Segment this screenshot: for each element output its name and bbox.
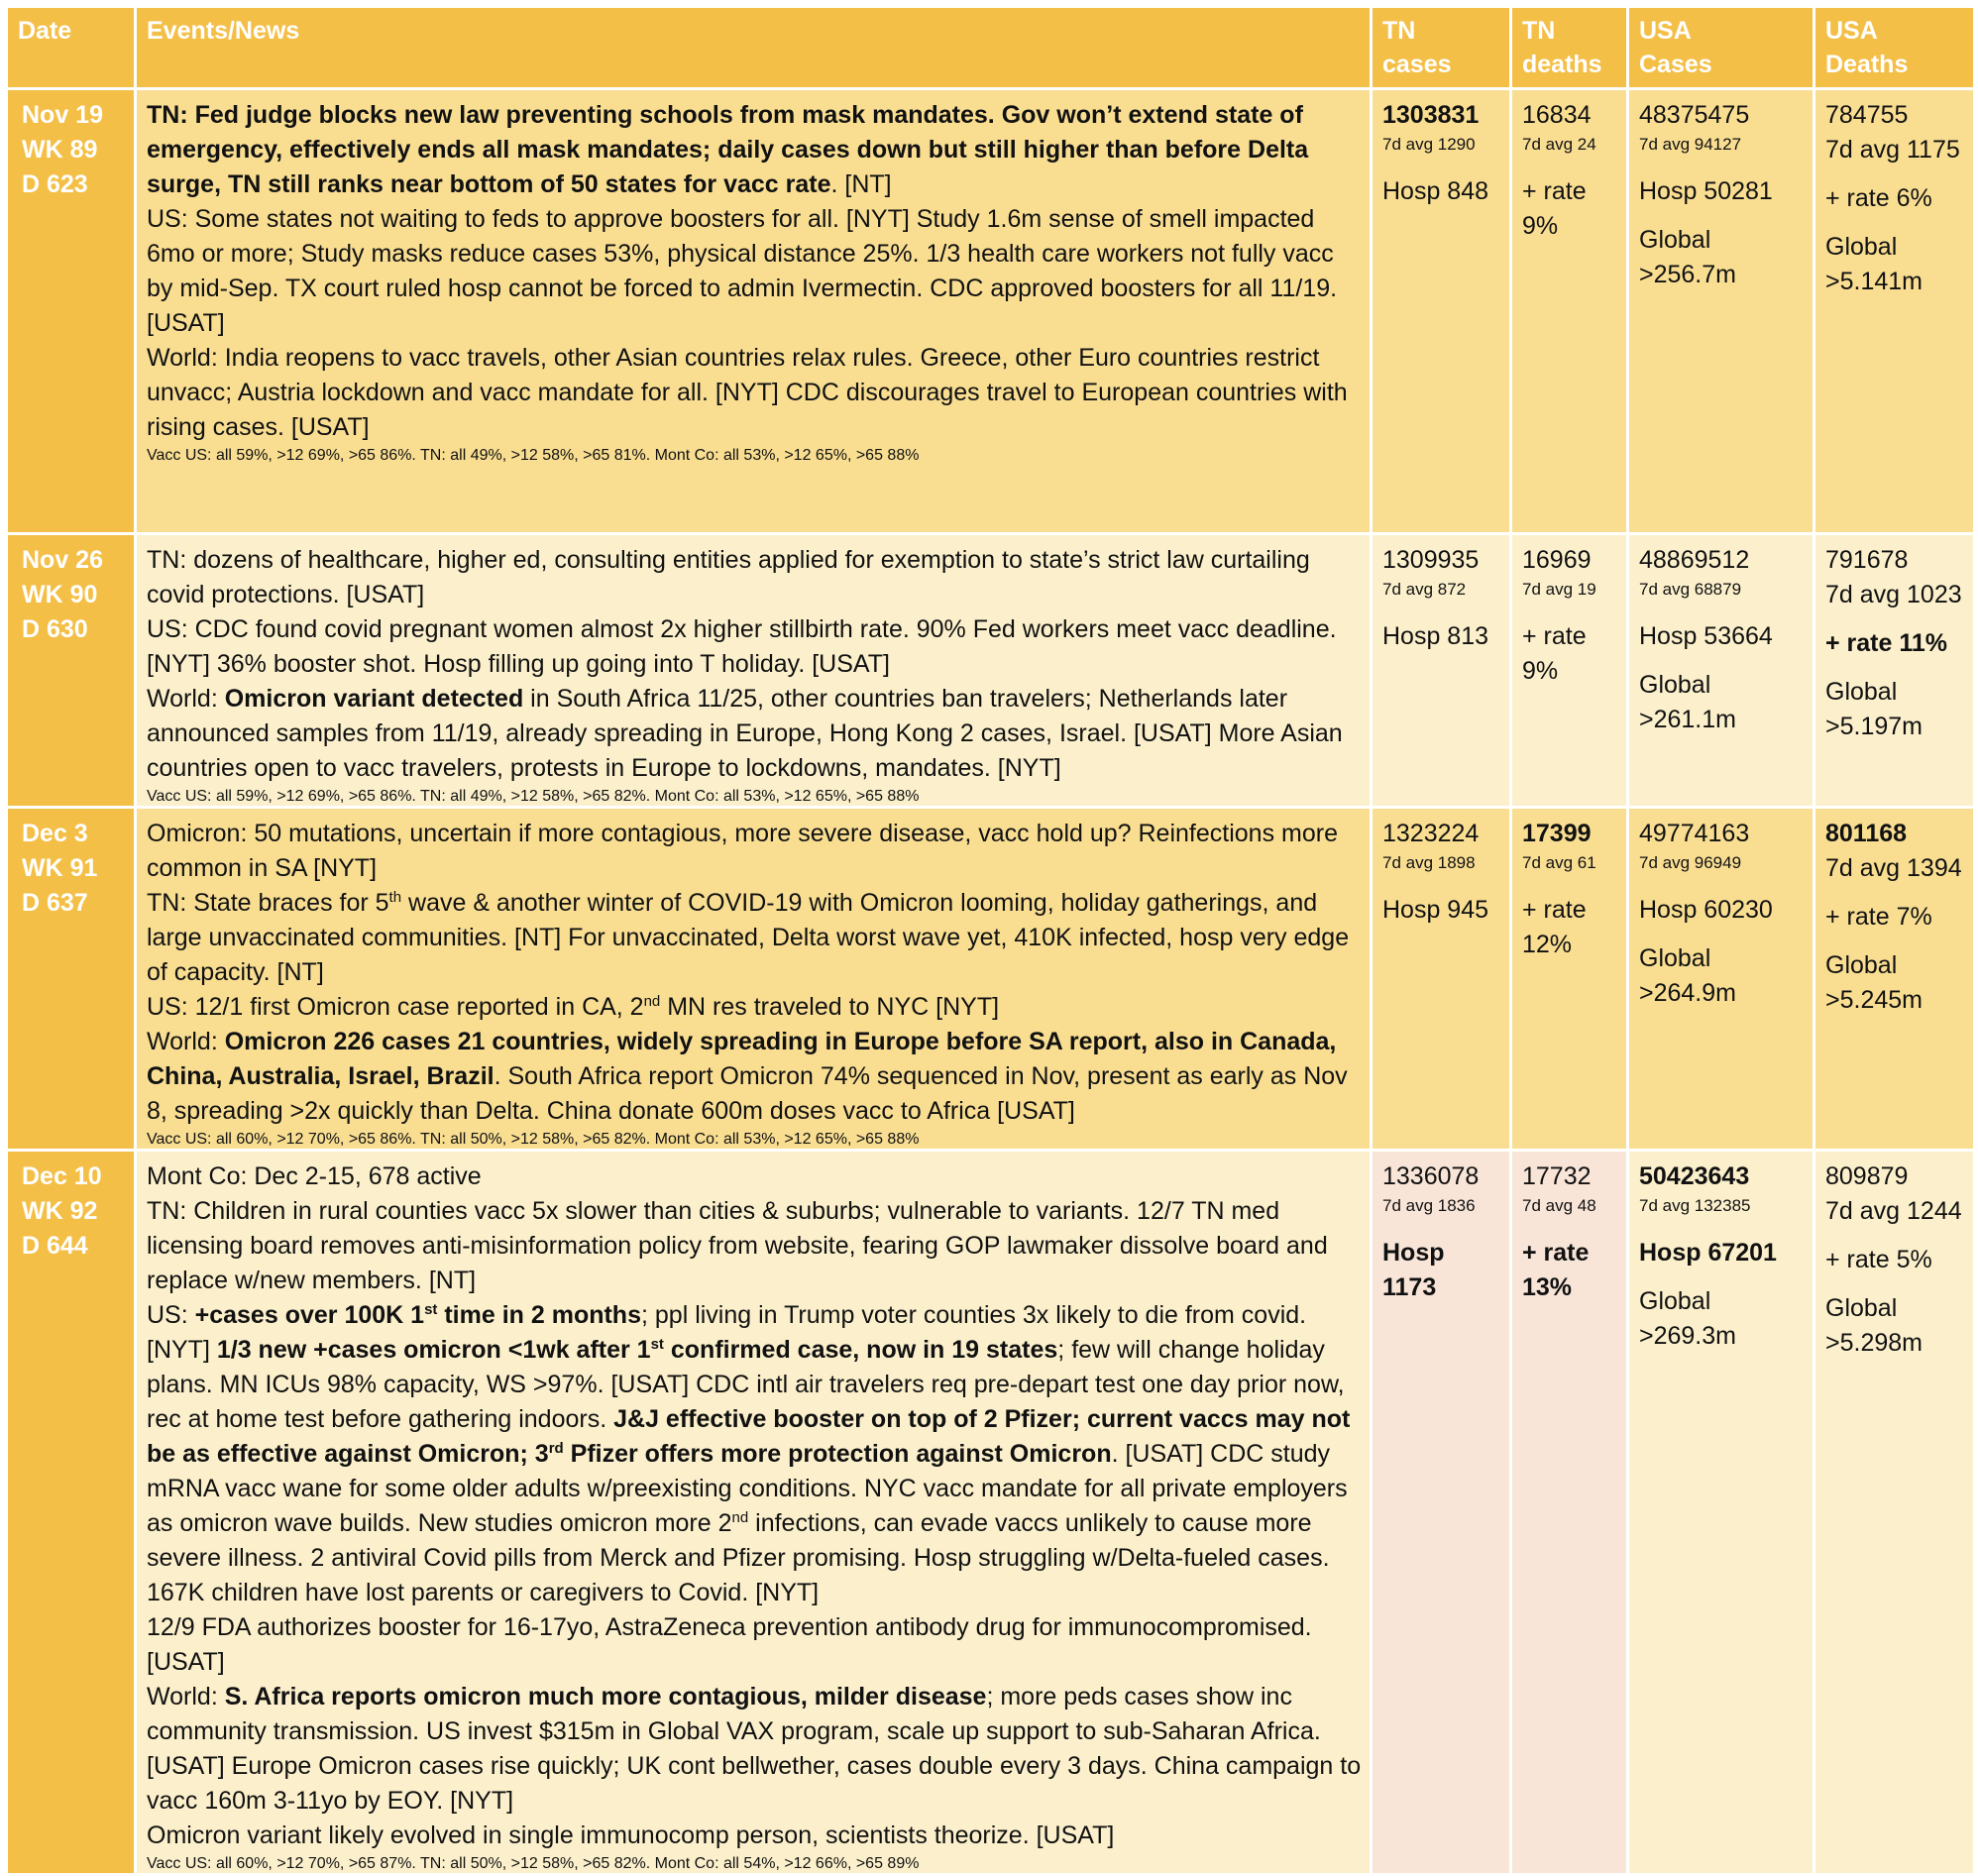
cell-text: infections, can evade vaccs unlikely to cause more severe illness. 2 antiviral Covid pills from Merck and Pfizer promising. Hosp struggling w/Delta-fueled cases. 167K children have lost parents or caregivers to Covid. [NYT] bbox=[147, 1509, 1330, 1606]
cell-text: 9% bbox=[1522, 657, 1559, 685]
cell-text: World: bbox=[147, 685, 225, 713]
cell-text: Hosp 53664 bbox=[1639, 622, 1773, 650]
cell-text: Hosp 945 bbox=[1382, 896, 1489, 924]
tn-deaths-cell bbox=[1511, 808, 1628, 1151]
date-cell: Nov 26 WK 90 D 630 bbox=[7, 534, 136, 808]
cell-text: Cases bbox=[1639, 51, 1712, 78]
cell-text: Global bbox=[1825, 1294, 1898, 1322]
cell-text bbox=[147, 990, 1362, 1025]
cell-text: Hosp 848 bbox=[1382, 177, 1489, 205]
cell-text: 7d avg 1394 bbox=[1825, 854, 1962, 882]
cell-text: US: bbox=[147, 1301, 195, 1329]
cell-text: + rate 6% bbox=[1825, 184, 1932, 212]
cell-text: +cases over 100K 1 bbox=[194, 1301, 425, 1329]
cell-text: time in 2 months bbox=[437, 1301, 641, 1329]
cell-text: Hosp 50281 bbox=[1639, 177, 1773, 205]
cell-text: 1336078 bbox=[1382, 1162, 1480, 1190]
tn-deaths-cell bbox=[1511, 534, 1628, 808]
average-text: 7d avg 48 bbox=[1522, 1196, 1596, 1215]
tn-cases-cell bbox=[1372, 89, 1511, 534]
cell-text bbox=[1639, 209, 1805, 223]
cell-text: 12% bbox=[1522, 931, 1573, 958]
cell-text: 809879 bbox=[1825, 1162, 1909, 1190]
header-usa-cases bbox=[1628, 7, 1814, 89]
cell-text: 1/3 new +cases omicron <1wk after 1 bbox=[216, 1336, 651, 1364]
average-text: 7d avg 132385 bbox=[1639, 1196, 1751, 1215]
cell-text: >5.245m bbox=[1825, 986, 1923, 1014]
cell-text: TN bbox=[1522, 17, 1556, 45]
cell-text: 1309935 bbox=[1382, 546, 1480, 574]
tn-deaths-cell bbox=[1511, 1151, 1628, 1875]
cell-text: th bbox=[388, 889, 402, 906]
cell-text: 13% bbox=[1522, 1273, 1573, 1301]
cell-text: Global bbox=[1825, 951, 1898, 979]
cell-text: 7d avg 1023 bbox=[1825, 581, 1962, 608]
cell-text: rd bbox=[548, 1440, 564, 1457]
cell-text: World: bbox=[147, 1028, 225, 1055]
events-cell bbox=[136, 1151, 1372, 1875]
cell-text: st bbox=[650, 1336, 664, 1353]
cell-text: 784755 bbox=[1825, 101, 1909, 129]
average-text: 7d avg 68879 bbox=[1639, 580, 1742, 599]
cell-text: US: CDC found covid pregnant women almost 2x higher stillbirth rate. 90% Fed workers meet vacc deadline. [NYT] 36% booster shot. Hosp filling up going into T holiday. [USAT] bbox=[147, 615, 1337, 678]
cell-text: TN bbox=[1382, 17, 1416, 45]
average-text: 7d avg 1898 bbox=[1382, 853, 1476, 872]
cell-text bbox=[147, 98, 1362, 202]
cell-text bbox=[1825, 612, 1965, 626]
cell-text: + rate bbox=[1522, 177, 1587, 205]
cell-text: Global bbox=[1639, 671, 1711, 699]
header-date: Date bbox=[7, 7, 136, 89]
cell-text: 17399 bbox=[1522, 820, 1592, 847]
cell-text: cases bbox=[1382, 51, 1452, 78]
cell-text: Global bbox=[1639, 944, 1711, 972]
cell-text: USA bbox=[1825, 17, 1878, 45]
cell-text: 16834 bbox=[1522, 101, 1592, 129]
cell-text: Omicron variant detected bbox=[224, 685, 524, 713]
tn-cases-cell bbox=[1372, 808, 1511, 1151]
cell-text bbox=[147, 1680, 1362, 1819]
cell-text: TN: Fed judge blocks new law preventing schools from mask mandates. Gov won’t extend state of emergency, effectively ends all mask mandates; daily cases down but still higher than before Delta surge, TN still ranks near bottom of 50 states for vacc rate bbox=[147, 101, 1309, 198]
header-tn-cases bbox=[1372, 7, 1511, 89]
cell-text bbox=[147, 886, 1362, 990]
usa-cases-cell bbox=[1628, 89, 1814, 534]
cell-text: 9% bbox=[1522, 212, 1559, 240]
cell-text: nd bbox=[731, 1509, 749, 1526]
events-cell bbox=[136, 808, 1372, 1151]
cell-text: S. Africa reports omicron much more contagious, milder disease bbox=[224, 1683, 987, 1710]
cell-text: Mont Co: Dec 2-15, 678 active bbox=[147, 1162, 482, 1190]
cell-text: Hosp bbox=[1382, 1239, 1445, 1267]
header-events: Events/News bbox=[136, 7, 1372, 89]
tn-deaths-cell bbox=[1511, 89, 1628, 534]
cell-text: Hosp 60230 bbox=[1639, 896, 1773, 924]
average-text: 7d avg 1836 bbox=[1382, 1196, 1476, 1215]
cell-text: 791678 bbox=[1825, 546, 1909, 574]
tn-cases-cell bbox=[1372, 1151, 1511, 1875]
cell-text: 7d avg 1244 bbox=[1825, 1197, 1962, 1225]
cell-text bbox=[1825, 1229, 1965, 1243]
average-text: 7d avg 872 bbox=[1382, 580, 1467, 599]
cell-text bbox=[1825, 935, 1965, 948]
cell-text: >269.3m bbox=[1639, 1322, 1736, 1350]
cell-text: >261.1m bbox=[1639, 706, 1736, 733]
header-usa-deaths bbox=[1814, 7, 1975, 89]
cell-text bbox=[1825, 167, 1965, 181]
covid-timeline-table bbox=[5, 5, 1976, 1876]
cell-text: TN: State braces for 5 bbox=[147, 889, 389, 917]
table-row bbox=[7, 534, 1975, 808]
usa-cases-cell bbox=[1628, 1151, 1814, 1875]
vacc-note: Vacc US: all 60%, >12 70%, >65 87%. TN: all 50%, >12 58%, >65 82%. Mont Co: all 54%, >12 66%, >65 89% bbox=[147, 1855, 920, 1872]
cell-text: + rate bbox=[1522, 896, 1587, 924]
cell-text: 1173 bbox=[1382, 1273, 1437, 1301]
cell-text: deaths bbox=[1522, 51, 1602, 78]
cell-text: 1303831 bbox=[1382, 101, 1480, 129]
cell-text: >5.197m bbox=[1825, 713, 1923, 740]
cell-text bbox=[1639, 1270, 1805, 1284]
cell-text: Global bbox=[1825, 233, 1898, 261]
usa-deaths-cell bbox=[1814, 89, 1975, 534]
cell-text: ; more peds cases show inc community transmission. US invest $315m in Global VAX program, scale up support to sub-Saharan Africa. [USAT] Europe Omicron cases rise quickly; UK cont bellwether, cases double every 3 days. China campaign to vacc 160m 3-11yo by EOY. [NYT] bbox=[147, 1683, 1362, 1815]
date-cell: Dec 10 WK 92 D 644 bbox=[7, 1151, 136, 1875]
cell-text: Pfizer offers more protection against Omicron bbox=[563, 1440, 1112, 1468]
tn-cases-cell bbox=[1372, 534, 1511, 808]
usa-deaths-cell bbox=[1814, 534, 1975, 808]
cell-text: 16969 bbox=[1522, 546, 1592, 574]
cell-text: 48869512 bbox=[1639, 546, 1750, 574]
average-text: 7d avg 61 bbox=[1522, 853, 1596, 872]
cell-text bbox=[1639, 654, 1805, 668]
cell-text: TN: dozens of healthcare, higher ed, consulting entities applied for exemption to state’s strict law curtailing covid protections. [USAT] bbox=[147, 546, 1310, 608]
average-text: 7d avg 24 bbox=[1522, 135, 1596, 154]
cell-text: Deaths bbox=[1825, 51, 1909, 78]
cell-text: Global bbox=[1639, 226, 1711, 254]
cell-text: J&J effective booster on top of 2 Pfizer; current vaccs may not be as effective against Omicron; 3 bbox=[147, 1405, 1351, 1468]
date-cell: Nov 19 WK 89 D 623 bbox=[7, 89, 136, 534]
cell-text: >5.141m bbox=[1825, 268, 1923, 295]
table-row bbox=[7, 808, 1975, 1151]
cell-text bbox=[147, 1298, 1362, 1610]
vacc-note: Vacc US: all 60%, >12 70%, >65 86%. TN: all 50%, >12 58%, >65 82%. Mont Co: all 53%, >12 65%, >65 88% bbox=[147, 1131, 920, 1148]
average-text: 7d avg 19 bbox=[1522, 580, 1596, 599]
cell-text: Omicron variant likely evolved in single immunocomp person, scientists theorize. [USAT] bbox=[147, 1821, 1115, 1849]
header-row bbox=[7, 7, 1975, 89]
cell-text: st bbox=[424, 1301, 438, 1318]
cell-text: TN: Children in rural counties vacc 5x slower than cities & suburbs; vulnerable to variants. 12/7 TN med licensing board removes anti-misinformation policy from website, fearing GOP lawmaker dissolve board and replace w/new members. [NT] bbox=[147, 1197, 1328, 1294]
cell-text: 7d avg 1175 bbox=[1825, 136, 1960, 164]
events-cell bbox=[136, 89, 1372, 534]
cell-text bbox=[1825, 1277, 1965, 1291]
cell-text: confirmed case, now in 19 states bbox=[663, 1336, 1058, 1364]
cell-text: >5.298m bbox=[1825, 1329, 1923, 1357]
cell-text: ; ppl living in Trump voter counties 3x likely to die from covid. [NYT] bbox=[147, 1301, 1307, 1364]
cell-text: + rate bbox=[1522, 1239, 1590, 1267]
cell-text: Hosp 813 bbox=[1382, 622, 1489, 650]
cell-text: + rate 11% bbox=[1825, 629, 1948, 657]
cell-text: Global bbox=[1639, 1287, 1711, 1315]
cell-text bbox=[1825, 216, 1965, 230]
average-text: 7d avg 1290 bbox=[1382, 135, 1476, 154]
cell-text: US: Some states not waiting to feds to approve boosters for all. [NYT] Study 1.6m sense of smell impacted 6mo or more; Study masks reduce cases 53%, physical distance 25%. 1/3 health care workers not fully vacc by mid-Sep. TX court ruled hosp cannot be forced to admin Ivermectin. CDC approved boosters for all 11/19. [USAT] bbox=[147, 205, 1338, 337]
cell-text: in South Africa 11/25, other countries ban travelers; Netherlands later announced samples from 11/19, already spreading in Europe, Hong Kong 2 cases, Israel. [USAT] More Asian countries open to vacc travelers, protests in Europe to lockdowns, mandates. [NYT] bbox=[147, 685, 1343, 782]
cell-text: . [NT] bbox=[830, 170, 892, 198]
usa-deaths-cell bbox=[1814, 1151, 1975, 1875]
cell-text: 12/9 FDA authorizes booster for 16-17yo, AstraZeneca prevention antibody drug for immunocompromised. [USAT] bbox=[147, 1613, 1312, 1676]
cell-text: + rate bbox=[1522, 622, 1587, 650]
cell-text: 50423643 bbox=[1639, 1162, 1750, 1190]
cell-text: 801168 bbox=[1825, 820, 1908, 847]
average-text: 7d avg 94127 bbox=[1639, 135, 1742, 154]
cell-text: . South Africa report Omicron 74% sequenced in Nov, present as early as Nov 8, spreading >2x quickly than Delta. China donate 600m doses vacc to Africa [USAT] bbox=[147, 1062, 1348, 1125]
cell-text: wave & another winter of COVID-19 with Omicron looming, holiday gatherings, and large unvaccinated communities. [NT] For unvaccinated, Delta worst wave yet, 410K infected, hosp very edge of capacity. [NT] bbox=[147, 889, 1350, 986]
vacc-note: Vacc US: all 59%, >12 69%, >65 86%. TN: all 49%, >12 58%, >65 81%. Mont Co: all 53%, >12 65%, >65 88% bbox=[147, 447, 920, 464]
usa-cases-cell bbox=[1628, 534, 1814, 808]
cell-text: MN res traveled to NYC [NYT] bbox=[660, 993, 1000, 1021]
cell-text bbox=[1639, 928, 1805, 941]
date-cell: Dec 3 WK 91 D 637 bbox=[7, 808, 136, 1151]
average-text: 7d avg 96949 bbox=[1639, 853, 1742, 872]
cell-text: >256.7m bbox=[1639, 261, 1736, 288]
cell-text: + rate 5% bbox=[1825, 1246, 1932, 1273]
events-cell bbox=[136, 534, 1372, 808]
cell-text bbox=[147, 1025, 1362, 1129]
cell-text bbox=[1825, 661, 1965, 675]
cell-text: Hosp 67201 bbox=[1639, 1239, 1777, 1267]
cell-text bbox=[1825, 886, 1965, 900]
usa-deaths-cell bbox=[1814, 808, 1975, 1151]
cell-text: US: 12/1 first Omicron case reported in CA, 2 bbox=[147, 993, 644, 1021]
cell-text: USA bbox=[1639, 17, 1692, 45]
cell-text: World: India reopens to vacc travels, other Asian countries relax rules. Greece, other Euro countries restrict unvacc; Austria lockdown and vacc mandate for all. [NYT] CDC discourages travel to European countries with rising cases. [USAT] bbox=[147, 344, 1348, 441]
cell-text: World: bbox=[147, 1683, 225, 1710]
vacc-note: Vacc US: all 59%, >12 69%, >65 86%. TN: all 49%, >12 58%, >65 82%. Mont Co: all 53%, >12 65%, >65 88% bbox=[147, 788, 920, 805]
cell-text: 17732 bbox=[1522, 1162, 1592, 1190]
cell-text: nd bbox=[643, 993, 661, 1010]
table-row bbox=[7, 89, 1975, 534]
cell-text: Global bbox=[1825, 678, 1898, 706]
cell-text: ; few will change holiday plans. MN ICUs 98% capacity, WS >97%. [USAT] CDC intl air travelers req pre-depart test one day prior now, rec at home test before gathering indoors. bbox=[147, 1336, 1345, 1433]
header-tn-deaths bbox=[1511, 7, 1628, 89]
cell-text bbox=[147, 682, 1362, 786]
cell-text: 49774163 bbox=[1639, 820, 1750, 847]
cell-text: 1323224 bbox=[1382, 820, 1480, 847]
usa-cases-cell bbox=[1628, 808, 1814, 1151]
cell-text: . [USAT] CDC study mRNA vacc wane for some older adults w/preexisting conditions. NYC vacc mandate for all private employers as omicron wave builds. New studies omicron more 2 bbox=[147, 1440, 1348, 1537]
table-row bbox=[7, 1151, 1975, 1875]
cell-text: Omicron: 50 mutations, uncertain if more contagious, more severe disease, vacc hold up? Reinfections more common in SA [NYT] bbox=[147, 820, 1338, 882]
cell-text: >264.9m bbox=[1639, 979, 1736, 1007]
cell-text: Omicron 226 cases 21 countries, widely spreading in Europe before SA report, also in Canada, China, Australia, Israel, Brazil bbox=[147, 1028, 1337, 1090]
cell-text: 48375475 bbox=[1639, 101, 1750, 129]
cell-text: + rate 7% bbox=[1825, 903, 1932, 931]
